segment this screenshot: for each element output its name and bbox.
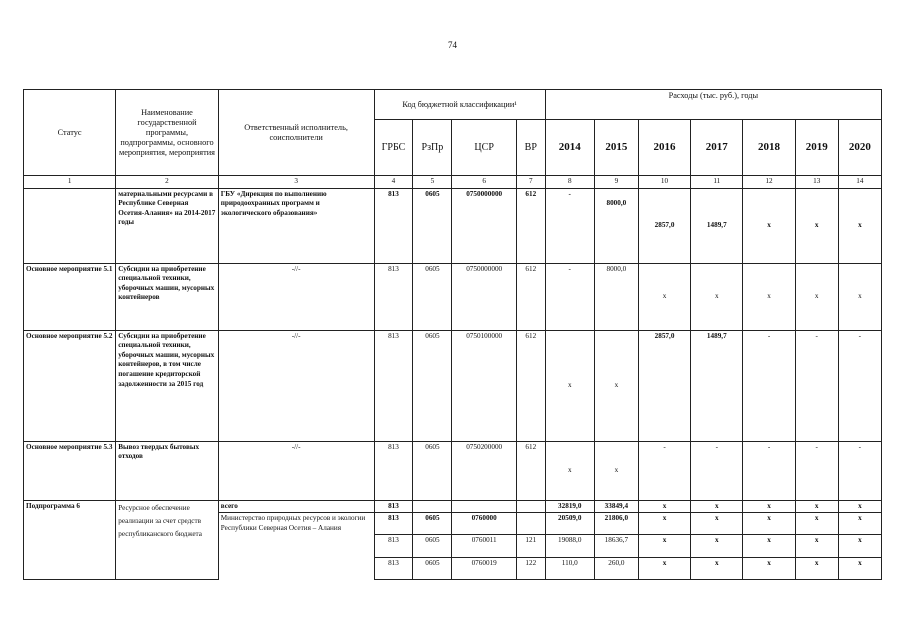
row-csr xyxy=(452,500,517,513)
row-v2014: 110,0 xyxy=(545,558,594,580)
header-row xyxy=(24,90,882,120)
row-csr: 0750000000 xyxy=(452,263,517,330)
row-rzpr xyxy=(413,500,452,513)
row-status xyxy=(24,188,116,263)
col-number: 9 xyxy=(594,176,638,189)
header-year: 2018 xyxy=(743,120,795,176)
row-v2015: 8000,0 xyxy=(594,188,638,263)
row-name: Субсидии на приобретение специальной техники, уборочных машин, мусорных контейнеров xyxy=(116,263,218,330)
header-year: 2016 xyxy=(638,120,690,176)
header-vr: ВР xyxy=(516,120,545,176)
row-v2018: x xyxy=(743,558,795,580)
header-name: Наименование государственной программы, подпрограммы, основного мероприятия, мероприятия xyxy=(116,90,218,176)
row-rzpr: 0605 xyxy=(413,535,452,558)
row-v2015: 260,0 xyxy=(594,558,638,580)
row-v2014: - xyxy=(545,188,594,263)
table-row xyxy=(24,441,882,500)
row-v2015: x xyxy=(594,441,638,500)
col-number: 2 xyxy=(116,176,218,189)
row-v2020: x xyxy=(838,558,881,580)
row-v2015: 33849,4 xyxy=(594,500,638,513)
row-csr: 0760000 xyxy=(452,513,517,535)
row-v2016: x xyxy=(638,558,690,580)
row-vr: 612 xyxy=(516,330,545,441)
row-v2017: - xyxy=(691,441,743,500)
budget-table xyxy=(23,89,882,580)
row-csr: 0750100000 xyxy=(452,330,517,441)
row-v2018: x xyxy=(743,513,795,535)
row-vr xyxy=(516,500,545,513)
row-v2020: - xyxy=(838,330,881,441)
row-responsible: -//- xyxy=(218,330,374,441)
row-csr: 0750000000 xyxy=(452,188,517,263)
col-number: 13 xyxy=(795,176,838,189)
row-v2017: x xyxy=(691,513,743,535)
row-vr: 612 xyxy=(516,441,545,500)
row-v2017: 1489,7 xyxy=(691,188,743,263)
row-v2016: - xyxy=(638,441,690,500)
col-number: 1 xyxy=(24,176,116,189)
row-v2016: 2857,0 xyxy=(638,330,690,441)
row-status: Основное мероприятие 5.1 xyxy=(24,263,116,330)
row-v2014: 32819,0 xyxy=(545,500,594,513)
row-grbs: 813 xyxy=(374,188,413,263)
row-v2014: - xyxy=(545,263,594,330)
row-v2015: 8000,0 xyxy=(594,263,638,330)
row-csr: 0760019 xyxy=(452,558,517,580)
row-v2018: x xyxy=(743,263,795,330)
row-v2018: - xyxy=(743,330,795,441)
col-number: 4 xyxy=(374,176,413,189)
row-rzpr: 0605 xyxy=(413,263,452,330)
row-v2020: x xyxy=(838,500,881,513)
row-v2016: x xyxy=(638,500,690,513)
row-grbs: 813 xyxy=(374,535,413,558)
row-grbs: 813 xyxy=(374,558,413,580)
header-year: 2017 xyxy=(691,120,743,176)
row-rzpr: 0605 xyxy=(413,330,452,441)
row-v2018: x xyxy=(743,500,795,513)
row-v2019: x xyxy=(795,558,838,580)
column-numbers-row xyxy=(24,176,882,189)
page-number: 74 xyxy=(448,40,457,50)
row-v2019: x xyxy=(795,500,838,513)
row-v2020: - xyxy=(838,441,881,500)
row-vr: 122 xyxy=(516,558,545,580)
row-vr xyxy=(516,513,545,535)
header-expenses: Расходы (тыс. руб.), годы xyxy=(545,90,881,120)
row-vr: 121 xyxy=(516,535,545,558)
row-rzpr: 0605 xyxy=(413,441,452,500)
row-responsible: Министерство природных ресурсов и экологии Республики Северная Осетия – Алания xyxy=(218,513,374,580)
row-status: Основное мероприятие 5.2 xyxy=(24,330,116,441)
col-number: 7 xyxy=(516,176,545,189)
col-number: 11 xyxy=(691,176,743,189)
header-responsible: Ответственный исполнитель, соисполнители xyxy=(218,90,374,176)
row-name: Субсидии на приобретение специальной техники, уборочных машин, мусорных контейнеров, в том числе погашение кредиторской задолженности за 2015 год xyxy=(116,330,218,441)
row-rzpr: 0605 xyxy=(413,513,452,535)
row-v2017: x xyxy=(691,535,743,558)
row-v2016: 2857,0 xyxy=(638,188,690,263)
table-row xyxy=(24,263,882,330)
row-v2016: x xyxy=(638,535,690,558)
row-rzpr: 0605 xyxy=(413,558,452,580)
row-v2018: x xyxy=(743,188,795,263)
row-responsible: всего xyxy=(218,500,374,513)
row-v2014: x xyxy=(545,330,594,441)
row-v2019: x xyxy=(795,535,838,558)
subprogram-name: Ресурсное обеспечение реализации за счет средств республиканского бюджета xyxy=(116,500,218,580)
subprogram-status: Подпрограмма 6 xyxy=(24,500,116,580)
row-v2019: x xyxy=(795,513,838,535)
row-v2018: x xyxy=(743,535,795,558)
col-number: 14 xyxy=(838,176,881,189)
row-name: Вывоз твердых бытовых отходов xyxy=(116,441,218,500)
row-status: Основное мероприятие 5.3 xyxy=(24,441,116,500)
row-v2020: x xyxy=(838,535,881,558)
row-v2019: - xyxy=(795,330,838,441)
row-vr: 612 xyxy=(516,188,545,263)
table-row xyxy=(24,188,882,263)
header-kbk: Код бюджетной классификации¹ xyxy=(374,90,545,120)
header-year: 2014 xyxy=(545,120,594,176)
row-v2015: 18636,7 xyxy=(594,535,638,558)
row-rzpr: 0605 xyxy=(413,188,452,263)
row-v2017: x xyxy=(691,558,743,580)
row-v2017: x xyxy=(691,263,743,330)
header-rzpr: РзПр xyxy=(413,120,452,176)
table-row xyxy=(24,500,882,513)
row-v2014: 19088,0 xyxy=(545,535,594,558)
row-v2014: x xyxy=(545,441,594,500)
col-number: 12 xyxy=(743,176,795,189)
header-year: 2019 xyxy=(795,120,838,176)
col-number: 8 xyxy=(545,176,594,189)
row-grbs: 813 xyxy=(374,513,413,535)
row-v2014: 20509,0 xyxy=(545,513,594,535)
row-v2016: x xyxy=(638,263,690,330)
row-v2015: x xyxy=(594,330,638,441)
col-number: 5 xyxy=(413,176,452,189)
header-year: 2015 xyxy=(594,120,638,176)
row-csr: 0750200000 xyxy=(452,441,517,500)
header-csr: ЦСР xyxy=(452,120,517,176)
row-v2017: 1489,7 xyxy=(691,330,743,441)
row-grbs: 813 xyxy=(374,263,413,330)
row-v2020: x xyxy=(838,263,881,330)
header-status: Статус xyxy=(24,90,116,176)
row-v2019: x xyxy=(795,188,838,263)
row-responsible: ГБУ «Дирекция по выполнению природоохранных программ и экологического образования» xyxy=(218,188,374,263)
row-vr: 612 xyxy=(516,263,545,330)
row-grbs: 813 xyxy=(374,330,413,441)
row-csr: 0760011 xyxy=(452,535,517,558)
row-v2019: x xyxy=(795,263,838,330)
row-name: материальными ресурсами в Республике Северная Осетия-Алания» на 2014-2017 годы xyxy=(116,188,218,263)
row-v2020: x xyxy=(838,513,881,535)
row-v2015: 21806,0 xyxy=(594,513,638,535)
row-v2017: x xyxy=(691,500,743,513)
row-v2018: - xyxy=(743,441,795,500)
row-responsible: -//- xyxy=(218,441,374,500)
row-grbs: 813 xyxy=(374,441,413,500)
table-row xyxy=(24,330,882,441)
col-number: 3 xyxy=(218,176,374,189)
row-v2016: x xyxy=(638,513,690,535)
row-grbs: 813 xyxy=(374,500,413,513)
row-v2019: - xyxy=(795,441,838,500)
row-v2020: x xyxy=(838,188,881,263)
header-grbs: ГРБС xyxy=(374,120,413,176)
row-responsible: -//- xyxy=(218,263,374,330)
col-number: 10 xyxy=(638,176,690,189)
col-number: 6 xyxy=(452,176,517,189)
header-year: 2020 xyxy=(838,120,881,176)
